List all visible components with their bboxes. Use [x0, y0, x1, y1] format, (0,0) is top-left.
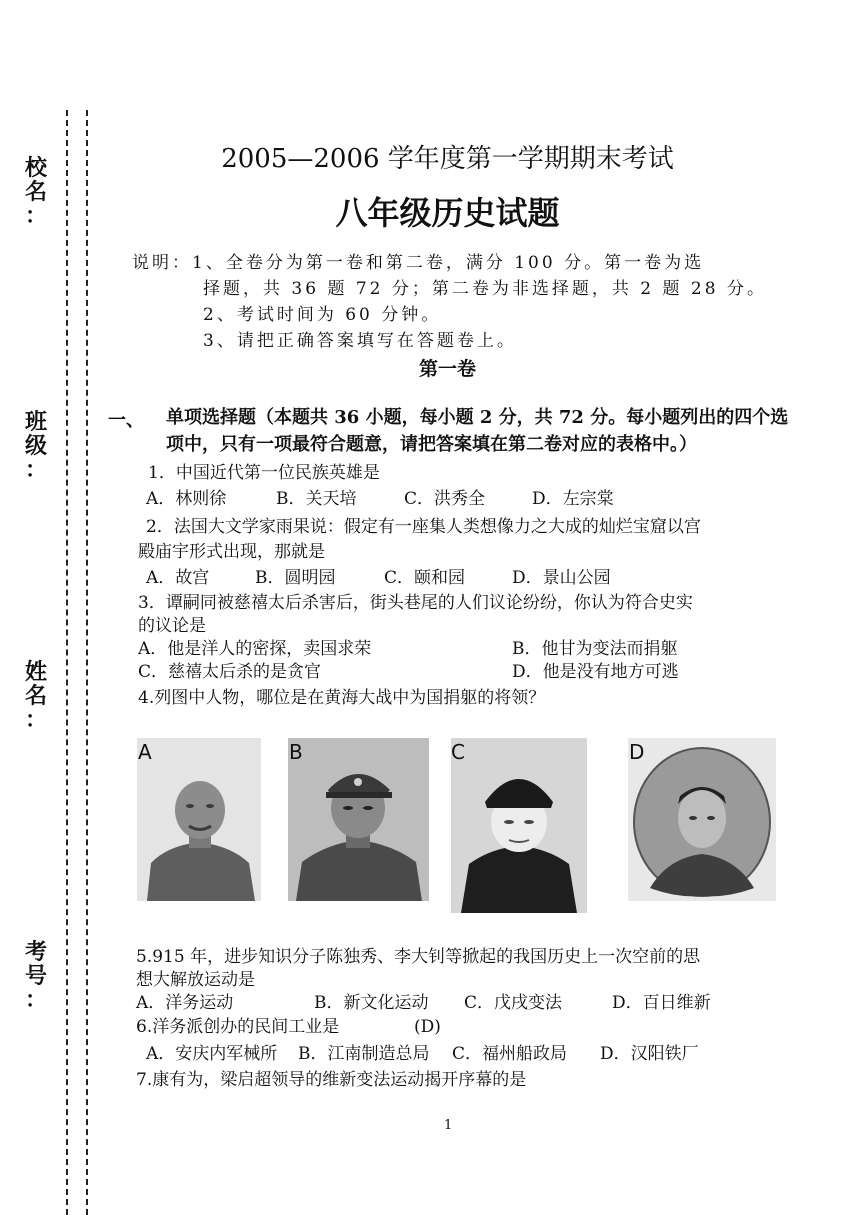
option-d: D．景山公园	[512, 568, 611, 588]
exam-number-label	[18, 940, 54, 1012]
exam-subtitle: 八年级历史试题	[335, 194, 560, 232]
binding-line-outer	[66, 110, 68, 1215]
label-char: 名	[24, 683, 47, 709]
option-c: C．颐和园	[384, 568, 466, 588]
volume-heading: 第一卷	[418, 358, 476, 380]
option-d: D．左宗棠	[532, 489, 614, 509]
label-char: 姓	[24, 659, 47, 685]
option-d: D．他是没有地方可逃	[512, 662, 679, 682]
option-c: C．慈禧太后杀的是贪官	[138, 662, 322, 682]
label-char: 校	[24, 155, 47, 181]
instruction-line: 择题，共 36 题 72 分；第二卷为非选择题，共 2 题 28 分。	[203, 279, 767, 299]
portrait-d	[628, 738, 776, 901]
section-instructions: 单项选择题（本题共 36 小题，每小题 2 分，共 72 分。每小题列出的四个选项中，只有一项最符合题意，请把答案填在第二卷对应的表格中。）	[166, 407, 789, 455]
label-char: 名	[24, 179, 47, 205]
option-b: B．圆明园	[255, 568, 336, 588]
option-b: B．江南制造总局	[298, 1044, 430, 1064]
question-5-stem-cont: 想大解放运动是	[136, 970, 255, 990]
question-6-stem: 6.洋务派创办的民间工业是	[136, 1017, 340, 1037]
portrait-b-image	[288, 738, 429, 901]
label-char: 级	[24, 433, 47, 459]
question-4-stem: 4.列图中人物，哪位是在黄海大战中为国捐躯的将领？	[138, 688, 546, 708]
option-a: A．林则徐	[146, 489, 227, 509]
question-2-stem-cont: 殿庙宇形式出现，那就是	[138, 542, 325, 562]
portrait-d-image	[628, 738, 776, 901]
option-c: C．洪秀全	[404, 489, 486, 509]
portrait-c-image	[451, 738, 587, 913]
section-number: 一、	[108, 410, 144, 431]
option-a: A．他是洋人的密探，卖国求荣	[138, 639, 372, 659]
label-char: 号	[24, 963, 47, 989]
option-a: A．安庆内军械所	[146, 1044, 278, 1064]
option-b: B．新文化运动	[314, 993, 429, 1013]
portrait-d-label: D	[629, 740, 645, 764]
option-b: B．他甘为变法而捐躯	[512, 639, 678, 659]
portrait-c	[451, 738, 587, 913]
portrait-a-label: A	[138, 740, 152, 764]
option-d: D．汉阳铁厂	[600, 1044, 699, 1064]
label-char: ：	[24, 707, 47, 733]
question-2-stem: 2．法国大文学家雨果说：假定有一座集人类想像力之大成的灿烂宝窟以宫	[146, 517, 701, 537]
question-6-answer: (D)	[414, 1017, 441, 1037]
portrait-b	[288, 738, 429, 901]
label-char: 考	[24, 939, 47, 965]
question-7-stem: 7.康有为，梁启超领导的维新变法运动揭开序幕的是	[136, 1070, 527, 1090]
question-1-stem: 1．中国近代第一位民族英雄是	[148, 463, 380, 483]
portrait-c-label: C	[451, 740, 465, 764]
option-a: A．故宫	[146, 568, 210, 588]
page-number: 1	[444, 1118, 453, 1133]
label-char: ：	[24, 457, 47, 483]
option-c: C．福州船政局	[452, 1044, 568, 1064]
label-char: ：	[24, 987, 47, 1013]
label-char: ：	[24, 203, 47, 229]
portrait-a-image	[137, 738, 261, 901]
question-5-stem: 5.915 年，进步知识分子陈独秀、李大钊等掀起的我国历史上一次空前的思	[136, 947, 701, 967]
question-3-stem-cont: 的议论是	[138, 616, 206, 636]
exam-title: 2005—2006 学年度第一学期期末考试	[221, 144, 674, 174]
option-b: B．关天培	[276, 489, 357, 509]
option-d: D．百日维新	[612, 993, 711, 1013]
portrait-b-label: B	[289, 740, 303, 764]
label-char: 班	[24, 409, 47, 435]
class-label	[18, 410, 54, 482]
binding-line-inner	[86, 110, 88, 1215]
option-a: A．洋务运动	[136, 993, 234, 1013]
student-name-label	[18, 660, 54, 732]
option-c: C．戊戌变法	[464, 993, 563, 1013]
instruction-line: 3、请把正确答案填写在答题卷上。	[203, 331, 517, 351]
question-3-stem: 3．谭嗣同被慈禧太后杀害后，街头巷尾的人们议论纷纷，你认为符合史实	[138, 593, 693, 613]
instruction-line: 2、考试时间为 60 分钟。	[203, 305, 442, 325]
instruction-line: 说明：1、全卷分为第一卷和第二卷，满分 100 分。第一卷为选	[132, 253, 705, 273]
portrait-a	[137, 738, 261, 901]
